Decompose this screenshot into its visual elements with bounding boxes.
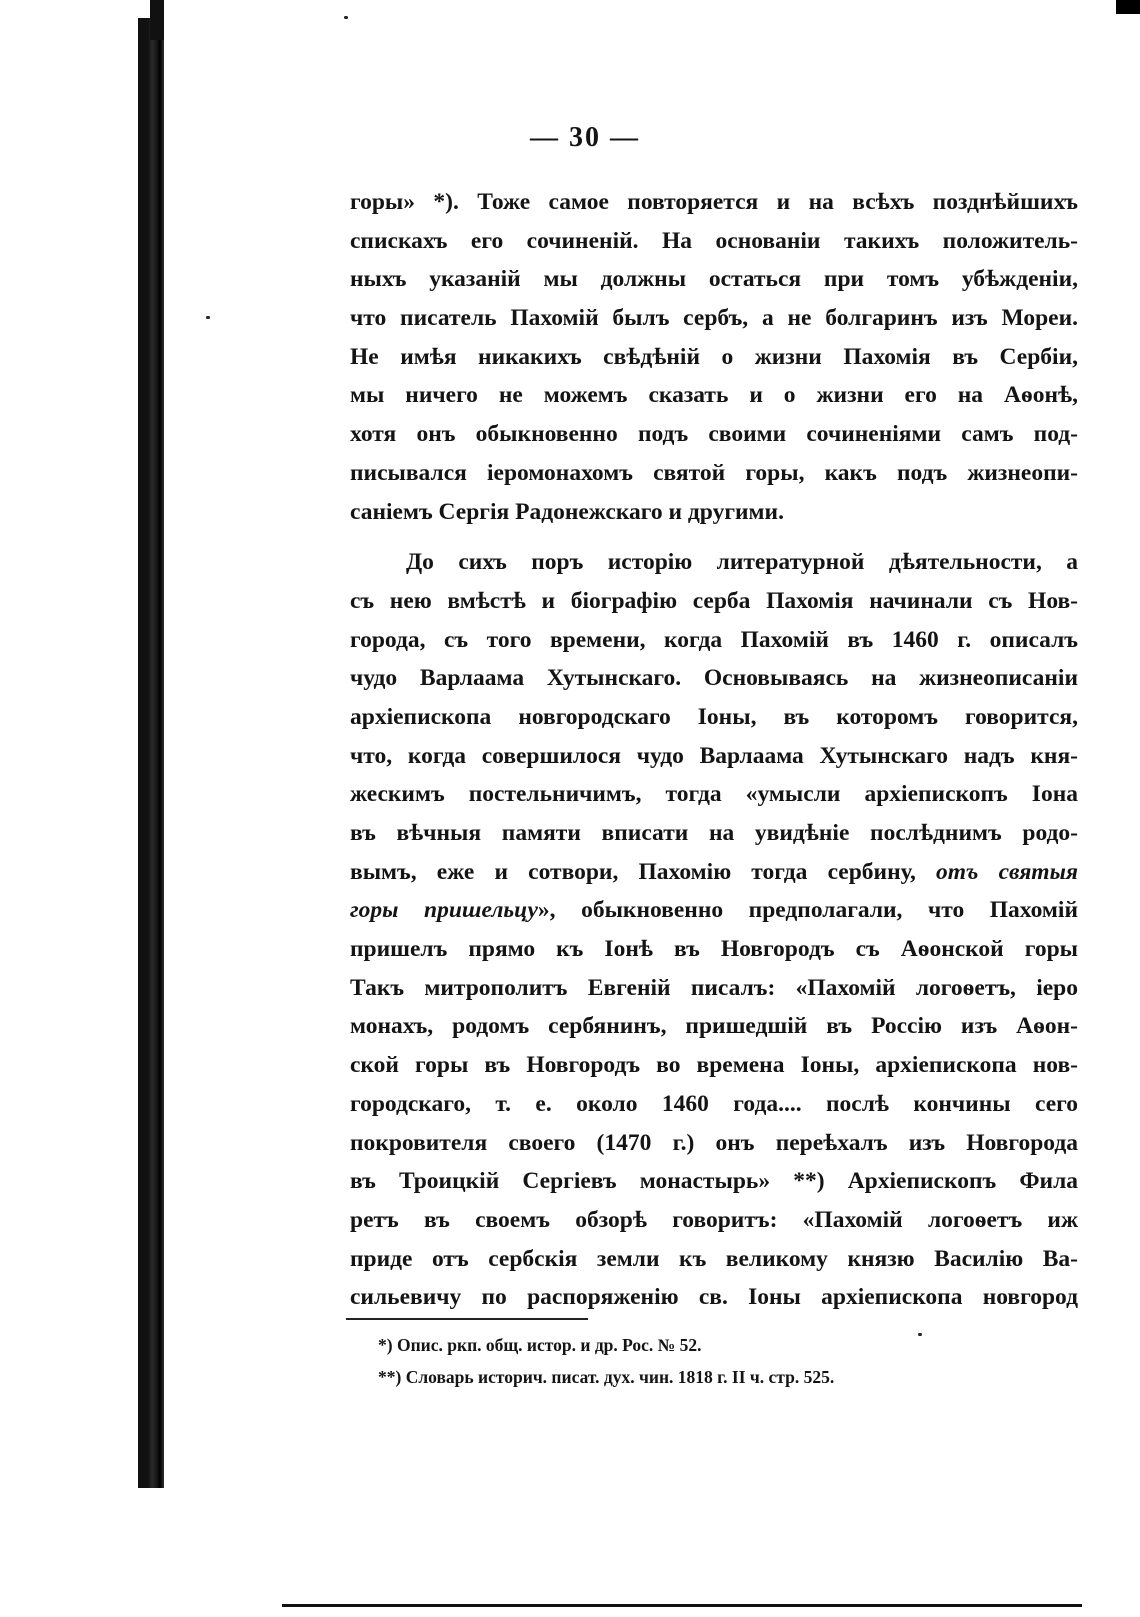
text-fragment: вымъ, еже и сотвори, Пахомію тогда сербину,	[350, 858, 916, 885]
text-fragment: », обыкновенно предполагали, что Пахомій	[537, 897, 1078, 924]
text-line: архіепископа новгородскаго Іоны, въ которомъ говорится,	[350, 703, 1078, 730]
text-line: саніемъ Сергія Радонежскаго и другими.	[350, 498, 784, 525]
text-line: горы» *). Тоже самое повторяется и на всѣхъ позднѣйшихъ	[350, 189, 1078, 215]
italic-quote: горы пришельцу	[350, 897, 538, 924]
text-line: До сихъ поръ исторію литературной дѣятельности, а	[406, 549, 1078, 576]
text-line: покровителя своего (1470 г.) онъ переѣхалъ изъ Новгорода	[350, 1129, 1078, 1156]
text-line: въ Троицкій Сергіевъ монастырь» **) Архіепископъ Фила	[350, 1168, 1078, 1195]
footnote: **) Словарь историч. писат. дух. чин. 1818 г. II ч. стр. 525.	[378, 1367, 835, 1387]
page-number: — 30 —	[530, 122, 640, 153]
footnotes	[378, 1329, 1078, 1393]
text-line: города, съ того времени, когда Пахомій въ 1460 г. описалъ	[350, 626, 1078, 653]
scan-binding-edge-cap	[150, 0, 164, 40]
paragraph-gap	[350, 531, 1078, 543]
scan-bottom-edge	[282, 1604, 1082, 1607]
text-line-with-italic	[350, 853, 1078, 892]
scan-speck	[206, 316, 210, 319]
text-line: что, когда совершилося чудо Варлаама Хутынскаго надъ кня-	[350, 742, 1078, 769]
text-line: чудо Варлаама Хутынскаго. Основываясь на жизнеописаніи	[350, 665, 1078, 692]
text-line: ныхъ указаній мы должны остаться при томъ убѣжденіи,	[350, 266, 1078, 293]
text-line: городскаго, т. е. около 1460 года.... послѣ кончины сего	[350, 1090, 1078, 1117]
text-line: жескимъ постельничимъ, тогда «умысли архіепископъ Іона	[350, 781, 1078, 808]
footnote: *) Опис. ркп. общ. истор. и др. Рос. № 52.	[378, 1335, 702, 1355]
text-line: приде отъ сербскія земли къ великому князю Василію Ва-	[350, 1245, 1078, 1272]
text-line: пришелъ прямо къ Іонѣ въ Новгородъ съ Аѳонской горы	[350, 936, 1078, 963]
footnote-divider	[346, 1318, 588, 1320]
text-line: ретъ въ своемъ обзорѣ говоритъ: «Пахомій логоѳетъ иж	[350, 1206, 1078, 1233]
scan-speck	[344, 16, 348, 19]
text-line: въ вѣчныя памяти вписати на увидѣніе послѣднимъ родо-	[350, 820, 1078, 846]
text-line: что писатель Пахомій былъ сербъ, а не болгаринъ изъ Мореи.	[350, 305, 1078, 332]
scan-binding-edge	[138, 18, 164, 1488]
text-line: мы ничего не можемъ сказать и о жизни его на Аѳонѣ,	[350, 382, 1078, 409]
text-line: писывался іеромонахомъ святой горы, какъ подъ жизнеопи-	[350, 459, 1078, 486]
text-line: спискахъ его сочиненій. На основаніи такихъ положитель-	[350, 227, 1078, 254]
text-line: Не имѣя никакихъ свѣдѣній о жизни Пахомія въ Сербіи,	[350, 343, 1078, 370]
text-line: ской горы въ Новгородъ во времена Іоны, архіепископа нов-	[350, 1052, 1078, 1079]
text-line-with-italic	[350, 891, 1078, 930]
text-line: съ нею вмѣстѣ и біографію серба Пахомія начинали съ Нов-	[350, 587, 1078, 614]
text-line: сильевичу по распоряженію св. Іоны архіепископа новгород	[350, 1284, 1078, 1311]
text-line: Такъ митрополитъ Евгеній писалъ: «Пахомій логоѳетъ, іеро	[350, 974, 1078, 1001]
text-line: монахъ, родомъ сербянинъ, пришедшій въ Россію изъ Аѳон-	[350, 1013, 1078, 1040]
scan-corner-mark	[1116, 0, 1140, 14]
italic-quote: отъ святыя	[936, 858, 1078, 885]
main-text	[350, 183, 1078, 1317]
text-line: хотя онъ обыкновенно подъ своими сочиненіями самъ под-	[350, 421, 1078, 448]
